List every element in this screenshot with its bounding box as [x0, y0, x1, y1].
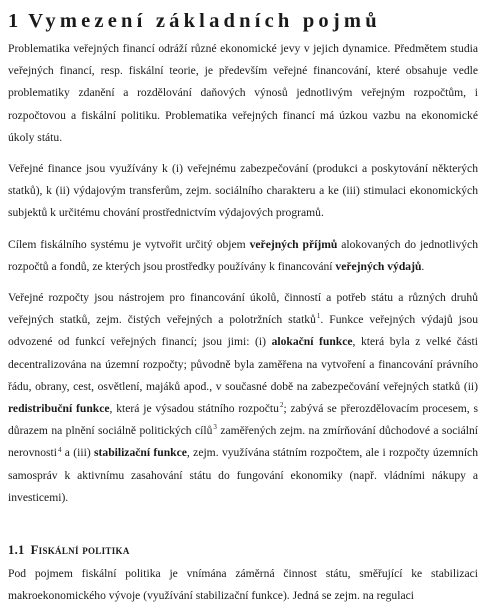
footnote-ref-1[interactable]: 1: [316, 312, 321, 321]
chapter-heading: [8, 4, 478, 38]
section-heading: [8, 537, 478, 563]
bold-term-allocation: alokační funkce: [271, 335, 353, 349]
footnote-ref-2[interactable]: 2: [279, 401, 284, 410]
paragraph-3: Cílem fiskálního systému je vytvořit určitý objem veřejných příjmů alokovaných do jednotlivých rozpočtů a fondů, ze kterých jsou prostředky používány k financování veřejných výdajů.: [8, 237, 478, 273]
footnote-ref-3[interactable]: 3: [213, 423, 217, 432]
bold-term-stabilization: stabilizační funkce: [94, 446, 187, 460]
bold-term-revenues: veřejných příjmů: [249, 237, 338, 251]
footnote-ref-4[interactable]: 4: [57, 445, 62, 454]
chapter-number: 1: [8, 10, 19, 32]
paragraph-4: Veřejné rozpočty jsou nástrojem pro financování úkolů, činností a potřeb státu a různých druhů veřejných statků, zejm. čistých veřejných a polotržních statků$^1$. Funkce veřejných výdajů jsou odvozené od funkcí veřejných financí; jsou jimi: (i) alokační funkce, která byla z velké části decentralizována na územní rozpočty; původně byla zaměřena na vytvoření a financování právního řádu, obrany, cest, osvětlení, majáků apod., v současné době na zabezpečování veřejných statků (ii) redistribuční funkce, která je výsadou státního rozpočtu$^2$; zabývá se přerozdělovacím procesem, s důrazem na plnění sociálně politických cílů$^3$ zaměřených zejm. na zmírňování důchodové a sociální nerovnosti$^4$ a (iii) stabilizační funkce, zejm. využívána státním rozpočtem, ale i rozpočty územních samospráv k aktivnímu zasahování státu do fungování ekonomiky (např. vládními nákupy a investicemi).: [8, 291, 478, 504]
paragraph-1: Problematika veřejných financí odráží různé ekonomické jevy v jejich dynamice. Předmětem studia veřejných financí, resp. fiskální teorie, je především veřejné financování, které obsahuje vedle problematiky zdanění a rozdělování daňových výnosů jednotlivým veřejným rozpočtům, i rozpočtovou a fiskální politiku. Problematika veřejných financí má úzkou vazbu na ekonomické úkoly státu.: [8, 42, 478, 144]
bold-term-expenditures: veřejných výdajů: [335, 259, 422, 273]
document-page: [8, 0, 478, 607]
section-title: Fiskální politika: [30, 543, 130, 558]
section-number: 1.1: [8, 543, 25, 558]
bold-term-redistribution: redistribuční funkce: [8, 402, 110, 416]
paragraph-5: Pod pojmem fiskální politika je vnímána záměrná činnost státu, směřující ke stabilizaci makroekonomického vývoje (využívání stabilizační funkce). Jedná se zejm. na regulaci: [8, 567, 478, 603]
chapter-title: Vymezení základních pojmů: [28, 10, 381, 32]
paragraph-2: Veřejné finance jsou využívány k (i) veřejnému zabezpečování (produkci a poskytování některých statků), k (ii) výdajovým transferům, zejm. sociálního charakteru a ke (iii) stimulaci ekonomických subjektů k určitému chování prostřednictvím výdajových programů.: [8, 162, 478, 220]
